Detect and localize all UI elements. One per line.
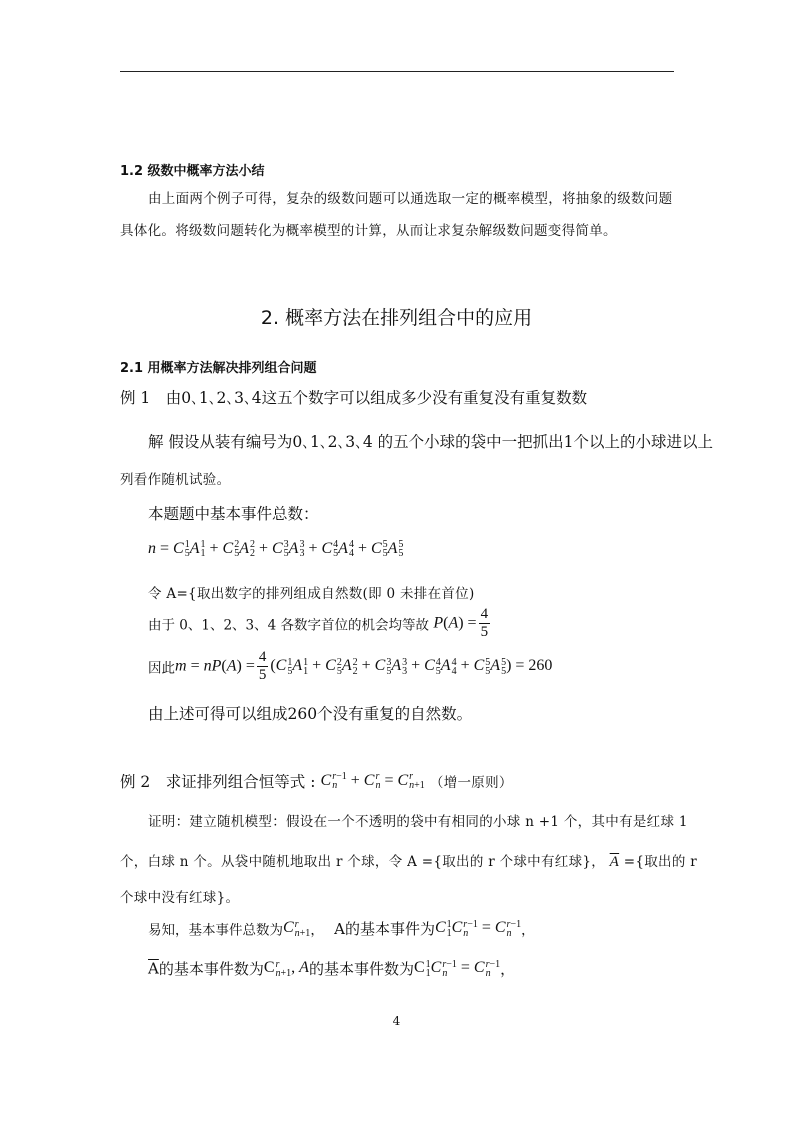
page-number: 4	[392, 1014, 401, 1028]
therefore-line: 因此m = nP(A) = $\frac{4}{5}$ (C 1 5 A 1 1 + C 2 5 A 2 2 + C 3 5 A 3 3 + C 4 5 A 4 4 + C 5 5 A 5 5 ) = 260	[148, 649, 553, 683]
comma: ，	[500, 960, 516, 978]
proof-line: 个球中没有红球}。	[120, 890, 240, 906]
proof-line-2	[120, 850, 697, 871]
example-2-note: （增一原则）	[429, 775, 513, 791]
example-1-conclusion: 由上述可得可以组成260个没有重复的自然数。	[148, 705, 473, 723]
therefore-text: 因此	[148, 660, 175, 677]
a-bar-basic-line: $\overline{A}$的基本事件数为C r n+1 , A的基本事件数为C 1 1 C r−1 n = C r−1 n ，	[148, 958, 516, 979]
formula-n-total: n = C 1 5 A 1 1 + C 2 5 A 2 2 + C 3 5 A 3 3 + C 4 5 A 4 4 + C 5 5 A 5 5	[148, 539, 404, 560]
section-heading-2-1: 2.1 用概率方法解决排列组合问题	[120, 361, 317, 376]
paragraph-line: 具体化。将级数问题转化为概率模型的计算，从而让求复杂解级数问题变得简单。	[120, 223, 617, 239]
easy-know-line: 易知，基本事件总数为C r n+1 ， A的基本事件为C 1 1 C r−1 n = C r−1 n ，	[148, 918, 535, 939]
comma: ，	[521, 922, 535, 939]
event-a-definition: 令 A={取出数字的排列组成自然数(即 0 未排在首位)	[148, 586, 475, 602]
paragraph-line: 由上面两个例子可得，复杂的级数问题可以通选取一定的概率模型，将抽象的级数问题	[148, 191, 673, 207]
proof-line-2a: 个，白球 n 个。从袋中随机地取出 r 个球，令 A ={取出的 r 个球中有红球}，	[120, 854, 606, 870]
example-1-title: 例 1 由0､1､2､3､4这五个数字可以组成多少没有重复没有重复数数	[120, 389, 588, 407]
solution-line: 解 假设从装有编号为0､1､2､3､4 的五个小球的袋中一把抓出1个以上的小球进以上	[148, 433, 714, 451]
a-bar-basic-text: 的基本事件数为	[158, 960, 264, 978]
proof-line: 证明：建立随机模型：假设在一个不透明的袋中有相同的小球 n +1 个，其中有是红球 1	[148, 814, 688, 830]
result-value: 260	[528, 657, 553, 675]
first-position-line: 由于 0、1、2、3、4 各数字首位的机会均等故 P(A) = $\frac{4}{5}$	[148, 606, 489, 640]
a-basic-text: 的基本事件数为	[308, 960, 414, 978]
basic-event-total-label: 本题题中基本事件总数：	[148, 505, 319, 523]
example-2-title-line: 例 2 求证排列组合恒等式 : C r−1 n + C r n = C r n+1 （增一原则）	[120, 771, 513, 792]
section-heading-2: 2. 概率方法在排列组合中的应用	[260, 307, 533, 329]
event-a-basic-text: A的基本事件为	[334, 920, 435, 938]
section-heading-1-2: 1.2 级数中概率方法小结	[120, 164, 265, 179]
a-bar-symbol: $\overline{A}$	[148, 959, 159, 978]
proof-line-2b: ={取出的 r	[623, 854, 697, 870]
example-2-title: 例 2 求证排列组合恒等式 :	[120, 773, 316, 791]
solution-line: 列看作随机试验。	[120, 472, 231, 488]
header-rule	[120, 71, 674, 72]
comma: ，	[310, 922, 324, 939]
a-bar-symbol: $\overline{A}$	[609, 854, 620, 870]
easy-know-text: 易知，基本事件总数为	[148, 922, 283, 939]
first-position-text: 由于 0、1、2、3、4 各数字首位的机会均等故	[148, 617, 430, 634]
